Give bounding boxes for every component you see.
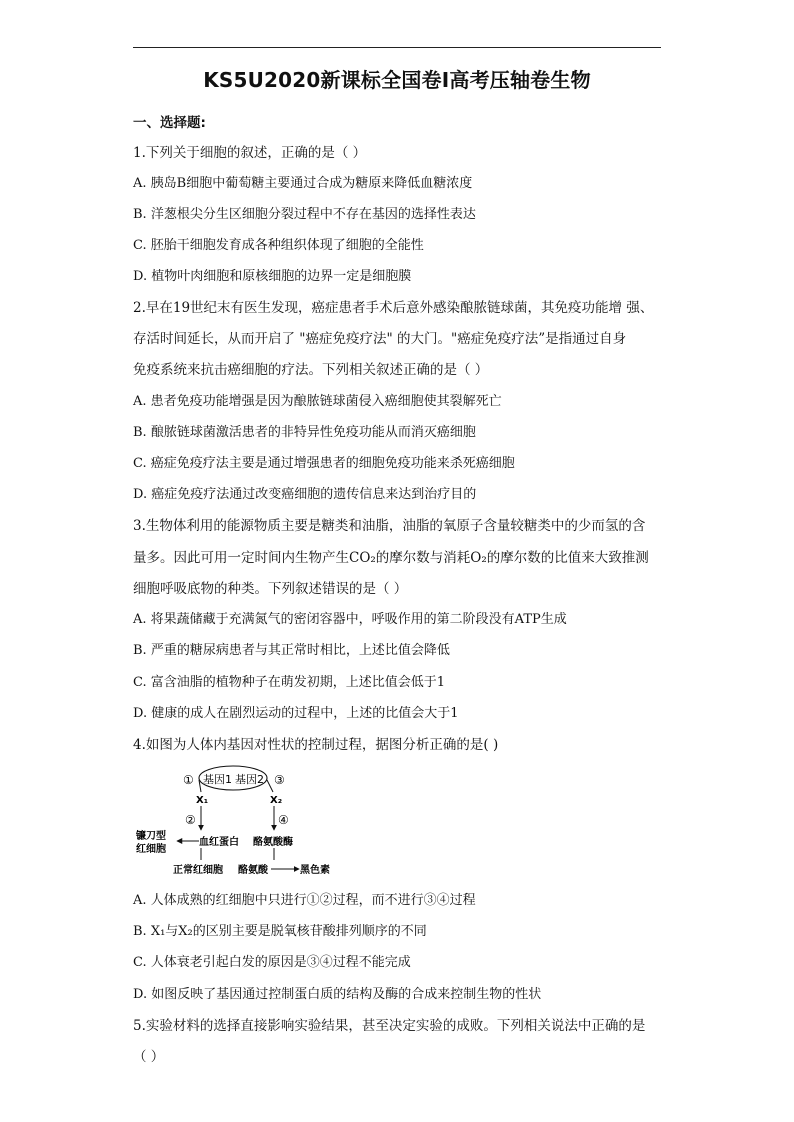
question-2-stem-line-1: 2.早在19世纪末有医生发现，癌症患者手术后意外感染酿脓链球菌，其免疫功能增 强、 xyxy=(133,300,654,316)
question-5-stem-line-2: （ ） xyxy=(133,1049,165,1065)
sickle-cell-label-line-1: 镰刀型 xyxy=(136,831,166,842)
question-2-option-d: D. 癌症免疫疗法通过改变癌细胞的遗传信息来达到治疗目的 xyxy=(133,487,477,502)
tyrosine-label: 酪氨酸 xyxy=(238,865,268,876)
question-3-option-b: B. 严重的糖尿病患者与其正常时相比，上述比值会降低 xyxy=(133,643,450,658)
question-2-option-a: A. 患者免疫功能增强是因为酿脓链球菌侵入癌细胞使其裂解死亡 xyxy=(133,394,502,409)
x2-label: X₂ xyxy=(270,795,283,806)
question-3-stem-line-1: 3.生物体利用的能源物质主要是糖类和油脂，油脂的氧原子含量较糖类中的少而氢的含 xyxy=(133,518,646,534)
tyrosinase-label: 酪氨酸酶 xyxy=(253,837,293,848)
question-2-option-c: C. 癌症免疫疗法主要是通过增强患者的细胞免疫功能来杀死癌细胞 xyxy=(133,456,515,471)
question-2-option-b: B. 酿脓链球菌激活患者的非特异性免疫功能从而消灭癌细胞 xyxy=(133,425,476,440)
question-1-option-a: A. 胰岛B细胞中葡萄糖主要通过合成为糖原来降低血糖浓度 xyxy=(133,176,473,191)
question-3-option-a: A. 将果蔬储藏于充满氮气的密闭容器中，呼吸作用的第二阶段没有ATP生成 xyxy=(133,612,567,627)
question-3-option-c: C. 富含油脂的植物种子在萌发初期，上述比值会低于1 xyxy=(133,675,446,690)
question-2-stem-line-2: 存活时间延长，从而开启了 "癌症免疫疗法" 的大门。"癌症免疫疗法”是指通过自身 xyxy=(133,331,627,347)
melanin-label: 黑色素 xyxy=(300,865,330,876)
question-2-stem-line-3: 免疫系统来抗击癌细胞的疗法。下列相关叙述正确的是（ ） xyxy=(133,362,489,378)
page-title: KS5U2020新课标全国卷Ⅰ高考压轴卷生物 xyxy=(203,68,591,92)
question-3-stem-line-3: 细胞呼吸底物的种类。下列叙述错误的是（ ） xyxy=(133,581,408,597)
question-3-stem-line-2: 量多。因此可用一定时间内生物产生CO₂的摩尔数与消耗O₂的摩尔数的比值来大致推测 xyxy=(133,550,649,566)
hemoglobin-label: 血红蛋白 xyxy=(199,837,239,848)
gene-2-label: 基因2 xyxy=(235,773,264,786)
section-heading: 一、选择题: xyxy=(133,115,206,131)
arrow-gene2-x2 xyxy=(267,780,273,792)
step-1-marker: ① xyxy=(183,773,194,787)
question-1-option-c: C. 胚胎干细胞发育成各种组织体现了细胞的全能性 xyxy=(133,238,424,253)
question-3-option-d: D. 健康的成人在剧烈运动的过程中，上述的比值会大于1 xyxy=(133,706,459,721)
normal-rbc-label: 正常红细胞 xyxy=(173,865,223,876)
question-1-option-b: B. 洋葱根尖分生区细胞分裂过程中不存在基因的选择性表达 xyxy=(133,207,476,222)
question-1-stem: 1.下列关于细胞的叙述，正确的是（ ） xyxy=(133,145,367,161)
sickle-cell-label-line-2: 红细胞 xyxy=(136,844,166,855)
question-4-stem: 4.如图为人体内基因对性状的控制过程，据图分析正确的是( ) xyxy=(133,737,499,753)
question-4-option-a: A. 人体成熟的红细胞中只进行①②过程，而不进行③④过程 xyxy=(133,893,476,908)
question-1-option-d: D. 植物叶肉细胞和原核细胞的边界一定是细胞膜 xyxy=(133,269,412,284)
gene-1-label: 基因1 xyxy=(203,773,232,786)
question-4-option-d: D. 如图反映了基因通过控制蛋白质的结构及酶的合成来控制生物的性状 xyxy=(133,987,542,1002)
step-3-marker: ③ xyxy=(274,773,285,787)
question-4-option-c: C. 人体衰老引起白发的原因是③④过程不能完成 xyxy=(133,955,411,970)
step-4-marker: ④ xyxy=(278,813,289,827)
question-4-option-b: B. X₁与X₂的区别主要是脱氧核苷酸排列顺序的不同 xyxy=(133,924,427,939)
header-rule xyxy=(133,47,661,48)
gene-control-diagram xyxy=(133,762,333,884)
step-2-marker: ② xyxy=(185,813,196,827)
x1-label: X₁ xyxy=(196,795,209,806)
question-5-stem-line-1: 5.实验材料的选择直接影响实验结果，甚至决定实验的成败。下列相关说法中正确的是 xyxy=(133,1018,646,1034)
